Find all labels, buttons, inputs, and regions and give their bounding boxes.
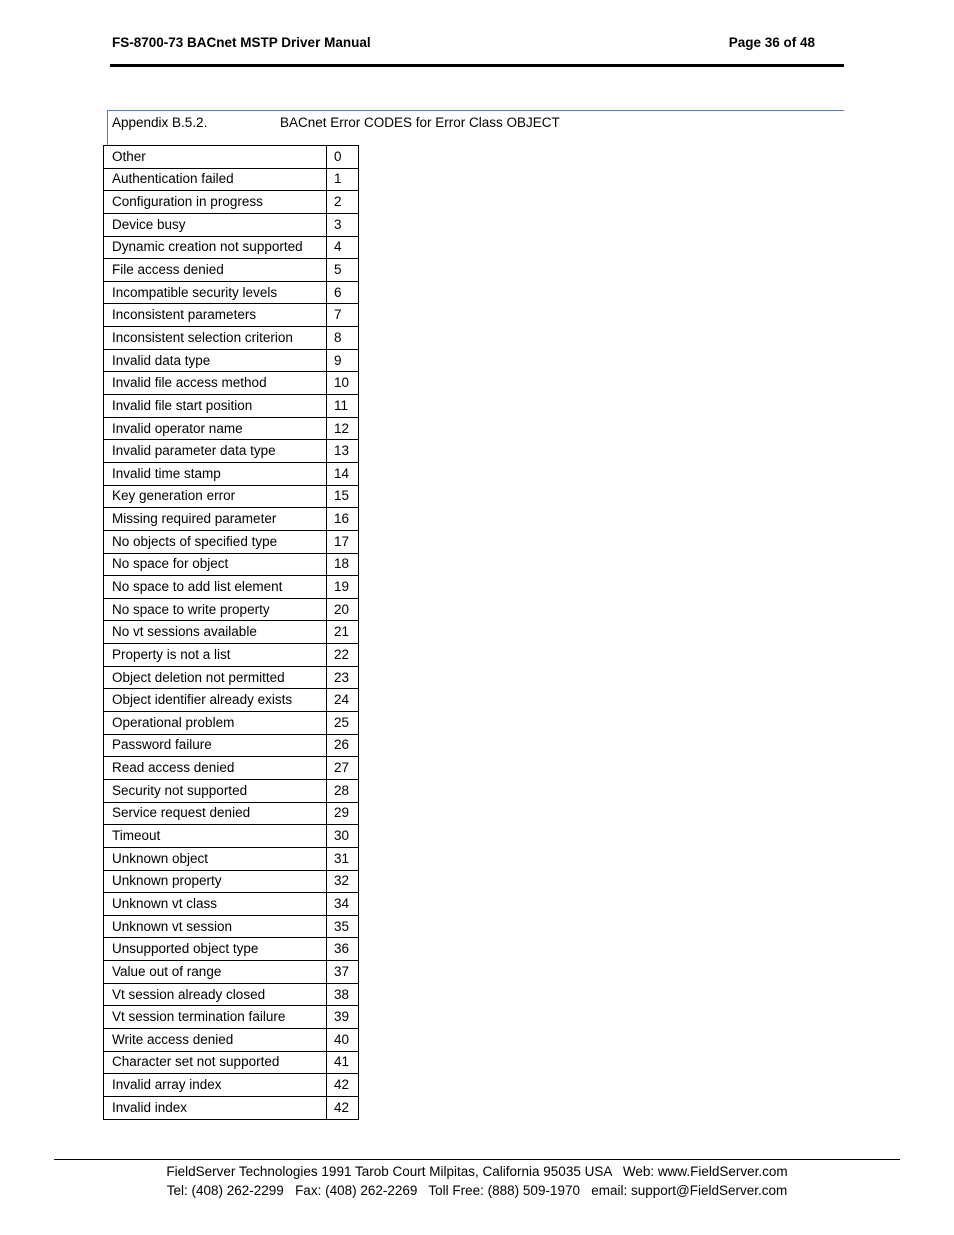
error-code-cell: 24 [327,689,359,712]
table-row [104,915,359,938]
error-code-cell: 29 [327,802,359,825]
error-code-cell: 34 [327,893,359,916]
error-name-cell: Invalid time stamp [104,462,327,485]
error-code-cell: 12 [327,417,359,440]
table-row [104,1051,359,1074]
table-row [104,757,359,780]
table-row [104,553,359,576]
table-row [104,689,359,712]
error-code-cell: 13 [327,440,359,463]
error-code-cell: 22 [327,644,359,667]
section-top-border [107,110,844,111]
table-row [104,734,359,757]
error-code-cell: 9 [327,349,359,372]
error-name-cell: Authentication failed [104,168,327,191]
table-row [104,462,359,485]
error-codes-table [103,145,359,1120]
table-row [104,1074,359,1097]
table-row [104,417,359,440]
error-code-cell: 42 [327,1096,359,1119]
error-code-cell: 4 [327,236,359,259]
table-row [104,236,359,259]
table-row [104,304,359,327]
error-code-cell: 36 [327,938,359,961]
table-row [104,395,359,418]
error-codes-table-body [104,146,359,1120]
error-code-cell: 17 [327,530,359,553]
section-title: BACnet Error CODES for Error Class OBJECT [280,115,560,130]
error-name-cell: Unsupported object type [104,938,327,961]
error-name-cell: No vt sessions available [104,621,327,644]
table-row [104,485,359,508]
error-name-cell: Vt session termination failure [104,1006,327,1029]
error-code-cell: 10 [327,372,359,395]
error-name-cell: Dynamic creation not supported [104,236,327,259]
error-name-cell: No space to write property [104,598,327,621]
error-name-cell: Invalid parameter data type [104,440,327,463]
error-name-cell: Configuration in progress [104,191,327,214]
table-row [104,938,359,961]
error-name-cell: Character set not supported [104,1051,327,1074]
error-name-cell: File access denied [104,259,327,282]
error-code-cell: 3 [327,213,359,236]
table-row [104,1096,359,1119]
error-name-cell: Password failure [104,734,327,757]
error-code-cell: 38 [327,983,359,1006]
error-name-cell: Read access denied [104,757,327,780]
table-row [104,349,359,372]
table-row [104,530,359,553]
error-code-cell: 42 [327,1074,359,1097]
table-row [104,644,359,667]
error-name-cell: Object deletion not permitted [104,666,327,689]
error-name-cell: No objects of specified type [104,530,327,553]
error-name-cell: Vt session already closed [104,983,327,1006]
error-name-cell: No space for object [104,553,327,576]
error-code-cell: 39 [327,1006,359,1029]
error-code-cell: 26 [327,734,359,757]
error-code-cell: 37 [327,961,359,984]
error-name-cell: Invalid file start position [104,395,327,418]
error-code-cell: 15 [327,485,359,508]
section-left-border [107,110,108,145]
error-code-cell: 8 [327,327,359,350]
error-code-cell: 18 [327,553,359,576]
error-name-cell: No space to add list element [104,576,327,599]
table-row [104,281,359,304]
error-code-cell: 16 [327,508,359,531]
table-row [104,847,359,870]
error-name-cell: Invalid index [104,1096,327,1119]
table-row [104,621,359,644]
footer-contact-line: Tel: (408) 262-2299 Fax: (408) 262-2269 Toll Free: (888) 509-1970 email: support@FieldServer.com [166,1183,788,1198]
table-row [104,213,359,236]
error-code-cell: 11 [327,395,359,418]
error-code-cell: 28 [327,779,359,802]
footer-address-line: FieldServer Technologies 1991 Tarob Court Milpitas, California 95035 USA Web: www.FieldServer.com [166,1164,788,1179]
error-name-cell: Operational problem [104,712,327,735]
table-row [104,327,359,350]
table-row [104,259,359,282]
error-name-cell: Object identifier already exists [104,689,327,712]
manual-title: FS-8700-73 BACnet MSTP Driver Manual [112,35,371,50]
error-name-cell: Invalid array index [104,1074,327,1097]
error-name-cell: Inconsistent parameters [104,304,327,327]
table-row [104,961,359,984]
error-name-cell: Device busy [104,213,327,236]
error-code-cell: 1 [327,168,359,191]
error-code-cell: 2 [327,191,359,214]
error-name-cell: Unknown vt class [104,893,327,916]
table-row [104,598,359,621]
error-code-cell: 6 [327,281,359,304]
error-code-cell: 5 [327,259,359,282]
error-code-cell: 14 [327,462,359,485]
error-code-cell: 30 [327,825,359,848]
error-name-cell: Invalid data type [104,349,327,372]
error-code-cell: 7 [327,304,359,327]
table-row [104,825,359,848]
error-name-cell: Invalid operator name [104,417,327,440]
error-code-cell: 35 [327,915,359,938]
error-name-cell: Security not supported [104,779,327,802]
footer [54,1162,900,1200]
table-row [104,146,359,169]
error-name-cell: Other [104,146,327,169]
error-name-cell: Unknown vt session [104,915,327,938]
table-row [104,508,359,531]
error-name-cell: Invalid file access method [104,372,327,395]
error-code-cell: 32 [327,870,359,893]
error-name-cell: Property is not a list [104,644,327,667]
error-code-cell: 21 [327,621,359,644]
table-row [104,191,359,214]
error-name-cell: Value out of range [104,961,327,984]
error-name-cell: Unknown object [104,847,327,870]
table-row [104,779,359,802]
table-row [104,440,359,463]
section-number: Appendix B.5.2. [112,115,208,130]
error-code-cell: 25 [327,712,359,735]
error-name-cell: Write access denied [104,1028,327,1051]
error-name-cell: Service request denied [104,802,327,825]
error-code-cell: 19 [327,576,359,599]
table-row [104,372,359,395]
table-row [104,802,359,825]
table-row [104,983,359,1006]
table-row [104,1028,359,1051]
error-name-cell: Timeout [104,825,327,848]
table-row [104,870,359,893]
table-row [104,712,359,735]
error-code-cell: 41 [327,1051,359,1074]
table-row [104,576,359,599]
table-row [104,1006,359,1029]
error-name-cell: Key generation error [104,485,327,508]
error-code-cell: 0 [327,146,359,169]
error-code-cell: 40 [327,1028,359,1051]
footer-divider [54,1159,900,1160]
error-code-cell: 23 [327,666,359,689]
error-code-cell: 31 [327,847,359,870]
table-row [104,666,359,689]
error-code-cell: 27 [327,757,359,780]
error-name-cell: Unknown property [104,870,327,893]
page-number: Page 36 of 48 [728,35,815,50]
error-name-cell: Missing required parameter [104,508,327,531]
error-name-cell: Incompatible security levels [104,281,327,304]
error-name-cell: Inconsistent selection criterion [104,327,327,350]
table-row [104,893,359,916]
error-code-cell: 20 [327,598,359,621]
header-divider [110,64,844,67]
table-row [104,168,359,191]
